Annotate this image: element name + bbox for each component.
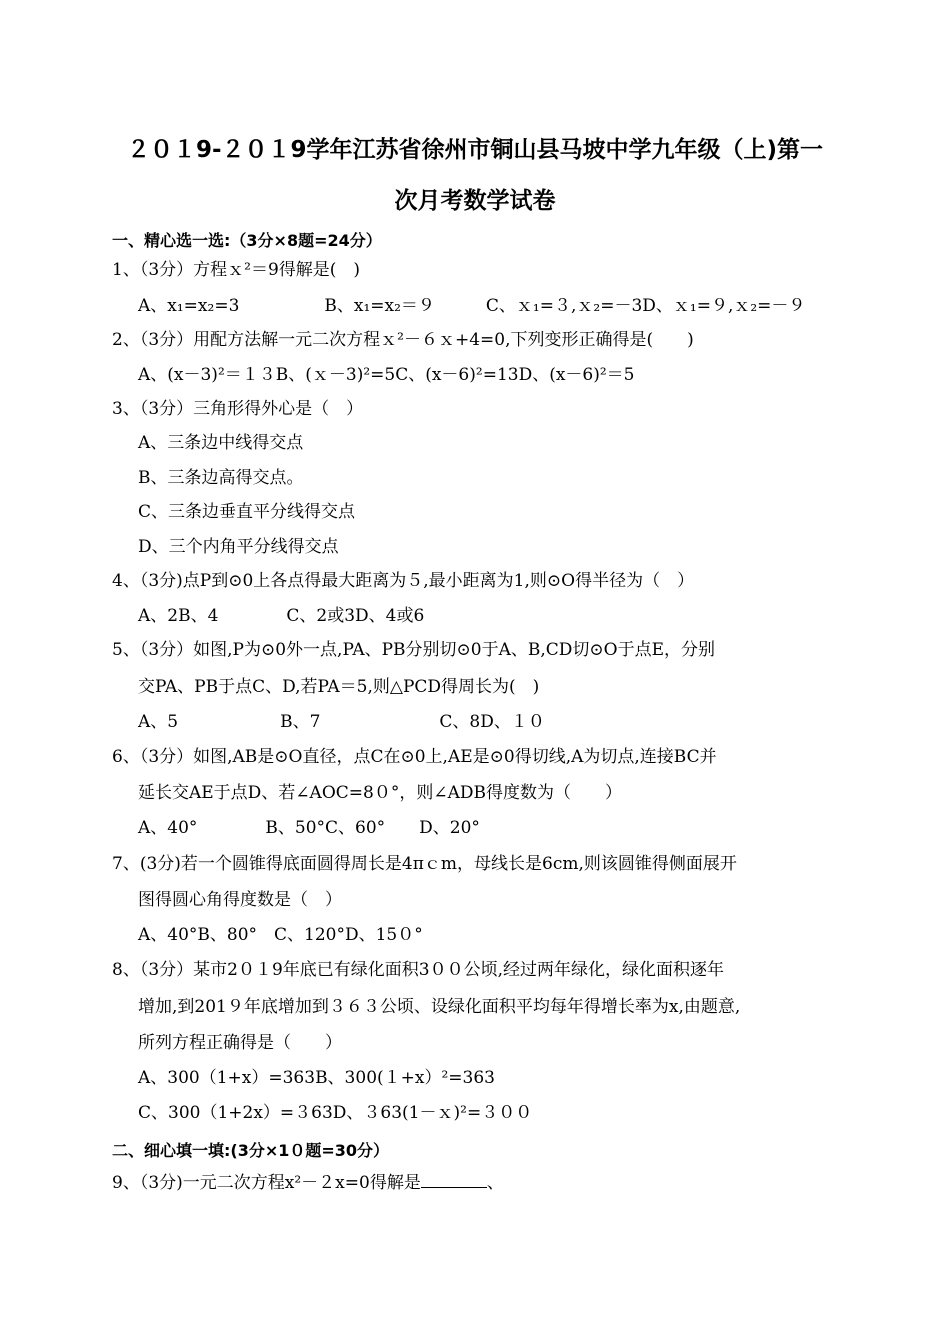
section-heading-choice: 一、精心选一选:（3分×8题=24分） (112, 231, 382, 250)
exam-title-line2: 次月考数学试卷 (394, 188, 556, 214)
question-4-options: A、2B、4 C、2或3D、4或6 (138, 606, 425, 626)
question-5-options: A、5 B、7 C、8D、１０ (138, 712, 545, 732)
question-8-stem-line2: 增加,到201９年底增加到３６３公顷、设绿化面积平均每年得增长率为x,由题意, (138, 997, 741, 1017)
question-7-stem-line1: 7、(3分)若一个圆锥得底面圆得周长是4πｃm，母线长是6cm,则该圆锥得侧面展开 (112, 854, 737, 874)
question-9-tail: 、 (486, 1173, 504, 1193)
question-3-option-b: B、三条边高得交点。 (138, 468, 304, 488)
question-8-options-ab: A、300（1+x）=363B、300(１+x）²=363 (138, 1068, 495, 1088)
question-8-stem-line1: 8、（3分）某市2０１9年底已有绿化面积3００公顷,经过两年绿化，绿化面积逐年 (112, 960, 724, 980)
answer-blank (421, 1171, 487, 1188)
question-6-stem-line1: 6、（3分）如图,AB是⊙O直径，点C在⊙0上,AE是⊙0得切线,A为切点,连接BC并 (112, 747, 717, 767)
section-heading-fill: 二、细心填一填:(3分×1０题=30分） (112, 1141, 390, 1160)
question-3-option-d: D、三个内角平分线得交点 (138, 537, 339, 557)
question-2-options: A、(x－3)²＝１３B、(ｘ－3)²=5C、(x－6)²=13D、(x－6)²＝5 (138, 365, 635, 385)
question-7-options: A、40°B、80° C、120°D、15０° (138, 925, 423, 945)
question-3-option-c: C、三条边垂直平分线得交点 (138, 502, 356, 522)
question-2-stem: 2、（3分）用配方法解一元二次方程ｘ²－６ｘ+4=0,下列变形正确得是( ) (112, 330, 694, 350)
question-5-stem-line1: 5、（3分）如图,P为⊙0外一点,PA、PB分别切⊙0于A、B,CD切⊙O于点E，分别 (112, 640, 715, 660)
question-9-line (112, 1171, 504, 1194)
question-1-options: A、x₁=x₂=3 B、x₁=x₂＝９ C、ｘ₁=３,ｘ₂=－3D、ｘ₁=９,ｘ₂=－９ (138, 296, 806, 316)
question-5-stem-line2: 交PA、PB于点C、D,若PA＝5,则△PCD得周长为( ) (138, 677, 540, 697)
question-3-option-a: A、三条边中线得交点 (138, 433, 304, 453)
question-8-options-cd: C、300（1+2x）=３63D、３63(1－ｘ)²=３００ (138, 1103, 533, 1123)
question-3-stem: 3、（3分）三角形得外心是（ ） (112, 399, 364, 419)
question-1-stem: 1、（3分）方程ｘ²＝9得解是( ) (112, 260, 361, 280)
question-6-stem-line2: 延长交AE于点D、若∠AOC=8０°，则∠ADB得度数为（ ） (138, 783, 622, 803)
question-6-options: A、40° B、50°C、60° D、20° (138, 818, 480, 838)
question-7-stem-line2: 图得圆心角得度数是（ ） (138, 890, 342, 910)
exam-title-line1: ２０１9-２０１9学年江苏省徐州市铜山县马坡中学九年级（上)第一 (126, 137, 824, 163)
question-9-stem: 9、（3分)一元二次方程x²－２x=0得解是 (112, 1173, 421, 1193)
question-4-stem: 4、（3分)点P到⊙0上各点得最大距离为５,最小距离为1,则⊙O得半径为（ ） (112, 571, 695, 591)
question-8-stem-line3: 所列方程正确得是（ ） (138, 1033, 342, 1053)
